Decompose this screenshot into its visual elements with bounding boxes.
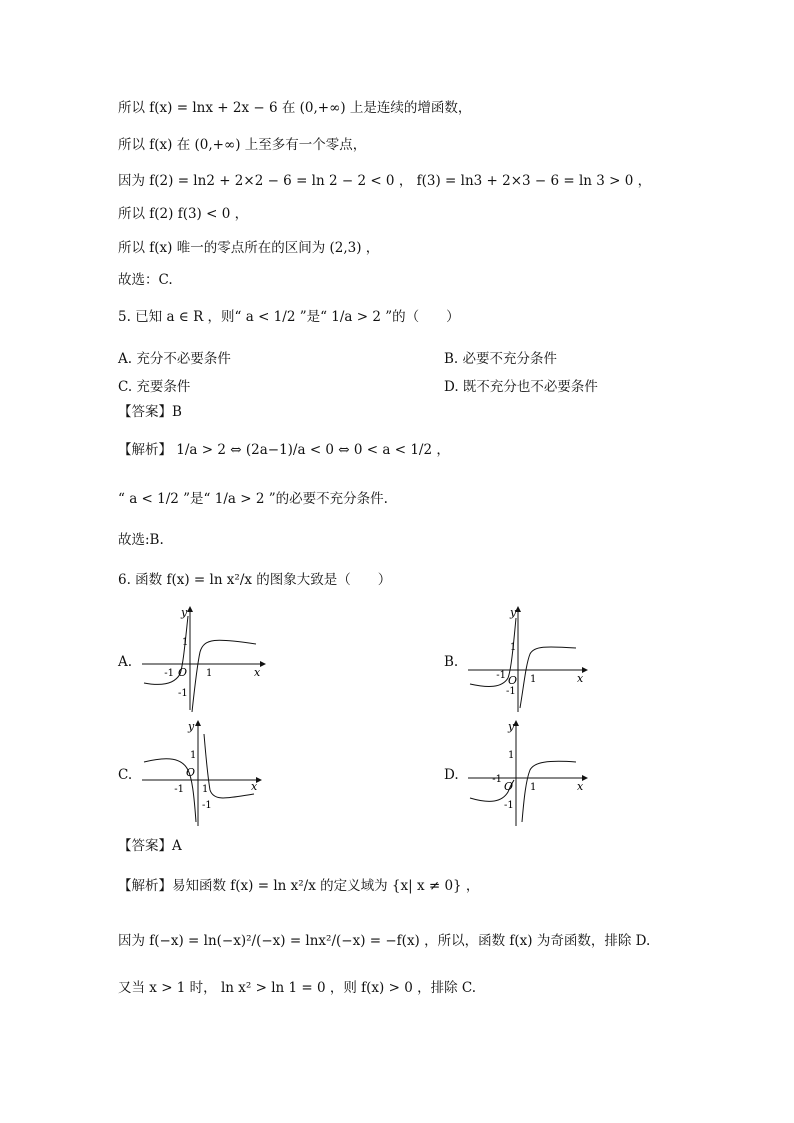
y-label: y <box>508 720 515 733</box>
curve-right <box>204 734 254 798</box>
origin-label: O <box>504 780 514 793</box>
q6-analysis-line-3: 又当 x > 1 时， ln x² > ln 1 = 0 ，则 f(x) > 0 ，排除 C. <box>118 980 477 996</box>
solution-line-6: 故选：C. <box>118 272 173 288</box>
tick-neg-one-y: -1 <box>178 688 188 699</box>
tick-one-x: 1 <box>202 784 209 795</box>
q5-option-a: A. 充分不必要条件 <box>118 351 231 367</box>
q5-conclusion: 故选:B. <box>118 532 164 548</box>
question-5-stem: 5. 已知 a ∈ R ，则“ a < 1/2 ”是“ 1/a > 2 ”的（ ） <box>118 309 460 325</box>
q5-analysis-line-1: 【解析】 1/a > 2 ⇔ (2a−1)/a < 0 ⇔ 0 < a < 1/2 ， <box>118 442 450 458</box>
x-label: x <box>251 780 258 793</box>
curve-right <box>520 647 576 708</box>
y-label: y <box>188 720 195 733</box>
q5-analysis-line-2: “ a < 1/2 ”是“ 1/a > 2 ”的必要不充分条件. <box>118 491 388 507</box>
tick-neg-one-y: -1 <box>504 800 514 811</box>
tick-one-x: 1 <box>530 782 537 793</box>
tick-neg-one-y: -1 <box>506 686 516 697</box>
x-axis-arrow <box>260 661 266 667</box>
tick-neg-one: -1 <box>492 774 502 785</box>
tick-one-y: 1 <box>508 750 515 761</box>
curve-right <box>192 640 256 712</box>
q6-option-a-label: A. <box>118 654 133 670</box>
x-label: x <box>577 672 584 685</box>
q5-option-c: C. 充要条件 <box>118 379 191 395</box>
graph-option-c <box>138 718 268 830</box>
q6-analysis-line-2: 因为 f(−x) = ln(−x)²/(−x) = lnx²/(−x) = −f(x) ，所以，函数 f(x) 为奇函数，排除 D. <box>118 933 651 949</box>
question-6-stem: 6. 函数 f(x) = ln x²/x 的图象大致是（ ） <box>118 572 392 588</box>
tick-one-x: 1 <box>206 668 213 679</box>
origin-label: O <box>178 666 188 679</box>
tick-neg-one: -1 <box>164 668 174 679</box>
origin-label: O <box>508 674 518 687</box>
q5-answer: 【答案】B <box>118 404 182 420</box>
q6-option-b-label: B. <box>444 654 459 670</box>
x-label: x <box>254 666 261 679</box>
y-label: y <box>510 606 517 619</box>
q5-option-b: B. 必要不充分条件 <box>444 351 558 367</box>
tick-one-y: 1 <box>182 637 189 648</box>
y-axis-arrow <box>187 606 193 612</box>
graph-option-d <box>464 718 594 830</box>
tick-one-y: 1 <box>190 750 197 761</box>
graph-option-a <box>138 604 268 716</box>
tick-neg-one: -1 <box>496 670 506 681</box>
y-label: y <box>181 606 188 619</box>
solution-line-4: 所以 f(2) f(3) < 0 ， <box>118 206 249 222</box>
q5-option-d: D. 既不充分也不必要条件 <box>444 379 598 395</box>
q6-option-c-label: C. <box>118 767 133 783</box>
solution-line-1: 所以 f(x) = lnx + 2x − 6 在 (0,+∞) 上是连续的增函数， <box>118 100 472 116</box>
solution-line-5: 所以 f(x) 唯一的零点所在的区间为 (2,3) ， <box>118 240 380 256</box>
graph-option-b <box>464 604 594 716</box>
tick-neg-one: -1 <box>174 784 184 795</box>
tick-neg-one-y: -1 <box>202 800 212 811</box>
q6-answer: 【答案】A <box>118 838 182 854</box>
y-axis-arrow <box>195 720 201 726</box>
solution-line-3: 因为 f(2) = ln2 + 2×2 − 6 = ln 2 − 2 < 0 ， f(3) = ln3 + 2×3 − 6 = ln 3 > 0 ， <box>118 173 652 189</box>
origin-label: O <box>186 766 196 779</box>
x-label: x <box>577 780 584 793</box>
q6-analysis-line-1: 【解析】易知函数 f(x) = ln x²/x 的定义域为 {x| x ≠ 0} ， <box>118 878 480 894</box>
solution-line-2: 所以 f(x) 在 (0,+∞) 上至多有一个零点， <box>118 137 367 153</box>
tick-one-x: 1 <box>530 674 537 685</box>
q6-option-d-label: D. <box>444 767 459 783</box>
tick-one-y: 1 <box>510 642 517 653</box>
